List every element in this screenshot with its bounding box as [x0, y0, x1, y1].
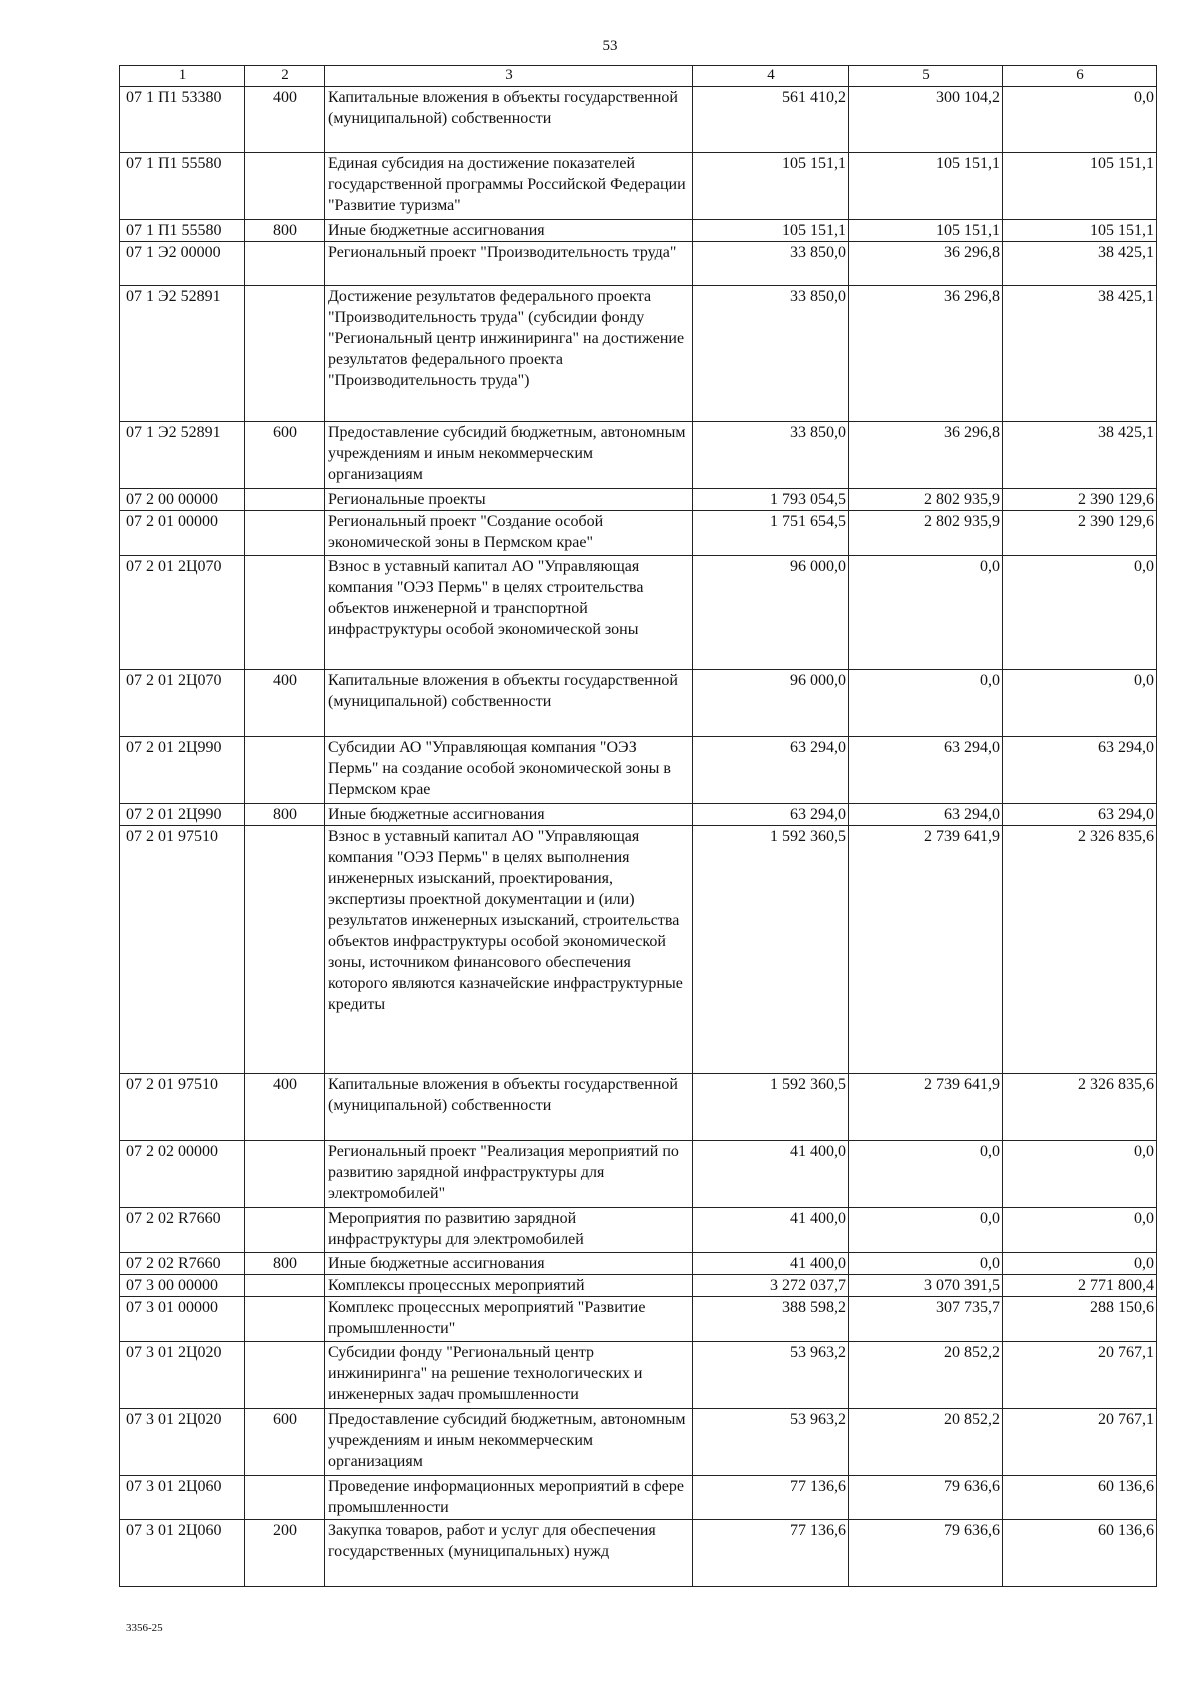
cell-name: Иные бюджетные ассигнования: [325, 1253, 693, 1275]
cell-expense-kind: 400: [245, 670, 325, 737]
cell-amount-col4: 561 410,2: [693, 87, 849, 153]
table-row: [120, 1342, 1157, 1409]
cell-expense-kind: 400: [245, 1074, 325, 1141]
cell-amount-col5: 79 636,6: [849, 1476, 1003, 1520]
table-row: [120, 804, 1157, 826]
page-number: 53: [602, 38, 618, 54]
cell-code: 07 3 01 00000: [120, 1297, 245, 1342]
cell-amount-col4: 77 136,6: [693, 1520, 849, 1587]
cell-amount-col6: 2 771 800,4: [1003, 1275, 1157, 1297]
cell-expense-kind: 200: [245, 1520, 325, 1587]
cell-expense-kind: [245, 826, 325, 1074]
cell-expense-kind: 400: [245, 87, 325, 153]
cell-amount-col5: 0,0: [849, 1208, 1003, 1253]
cell-amount-col6: 288 150,6: [1003, 1297, 1157, 1342]
cell-amount-col4: 63 294,0: [693, 804, 849, 826]
cell-amount-col5: 300 104,2: [849, 87, 1003, 153]
table-body: [120, 87, 1157, 1587]
table-row: [120, 737, 1157, 804]
cell-amount-col4: 41 400,0: [693, 1141, 849, 1208]
cell-amount-col4: 33 850,0: [693, 422, 849, 489]
cell-code: 07 3 01 2Ц020: [120, 1342, 245, 1409]
table-row: [120, 670, 1157, 737]
table-row: [120, 422, 1157, 489]
table-row: [120, 1074, 1157, 1141]
cell-amount-col6: 0,0: [1003, 556, 1157, 670]
cell-code: 07 1 П1 55580: [120, 220, 245, 242]
cell-code: 07 1 Э2 00000: [120, 242, 245, 286]
cell-amount-col5: 2 739 641,9: [849, 1074, 1003, 1141]
cell-amount-col5: 0,0: [849, 1253, 1003, 1275]
cell-name: Субсидии фонду "Региональный центр инжиниринга" на решение технологических и инженерных задач промышленности: [325, 1342, 693, 1409]
table-header-row: [120, 66, 1157, 87]
cell-amount-col6: 0,0: [1003, 670, 1157, 737]
cell-code: 07 2 01 2Ц990: [120, 737, 245, 804]
cell-name: Региональный проект "Реализация мероприятий по развитию зарядной инфраструктуры для электромобилей": [325, 1141, 693, 1208]
cell-code: 07 2 01 97510: [120, 1074, 245, 1141]
cell-expense-kind: [245, 1275, 325, 1297]
cell-code: 07 2 01 2Ц070: [120, 670, 245, 737]
cell-amount-col5: 63 294,0: [849, 737, 1003, 804]
cell-amount-col6: 105 151,1: [1003, 153, 1157, 220]
cell-expense-kind: 800: [245, 804, 325, 826]
cell-amount-col4: 96 000,0: [693, 670, 849, 737]
cell-expense-kind: [245, 1476, 325, 1520]
cell-code: 07 2 00 00000: [120, 489, 245, 511]
document-footer: 3356-25: [126, 1622, 163, 1634]
cell-amount-col6: 20 767,1: [1003, 1409, 1157, 1476]
cell-amount-col5: 63 294,0: [849, 804, 1003, 826]
budget-table: [119, 65, 1157, 1587]
cell-amount-col4: 388 598,2: [693, 1297, 849, 1342]
cell-code: 07 2 02 R7660: [120, 1253, 245, 1275]
cell-name: Взнос в уставный капитал АО "Управляющая компания "ОЭЗ Пермь" в целях строительства объектов инженерной и транспортной инфраструктуры особой экономической зоны: [325, 556, 693, 670]
cell-name: Региональный проект "Производительность труда": [325, 242, 693, 286]
table-row: [120, 826, 1157, 1074]
table-row: [120, 1297, 1157, 1342]
column-header-code: 1: [120, 66, 245, 87]
cell-amount-col6: 20 767,1: [1003, 1342, 1157, 1409]
cell-expense-kind: [245, 242, 325, 286]
cell-code: 07 1 П1 55580: [120, 153, 245, 220]
column-header-year1: 4: [693, 66, 849, 87]
cell-amount-col4: 41 400,0: [693, 1208, 849, 1253]
cell-name: Субсидии АО "Управляющая компания "ОЭЗ Пермь" на создание особой экономической зоны в Пермском крае: [325, 737, 693, 804]
cell-expense-kind: [245, 737, 325, 804]
cell-amount-col4: 1 592 360,5: [693, 826, 849, 1074]
cell-amount-col6: 0,0: [1003, 1208, 1157, 1253]
cell-amount-col4: 63 294,0: [693, 737, 849, 804]
cell-amount-col4: 105 151,1: [693, 220, 849, 242]
cell-amount-col5: 2 739 641,9: [849, 826, 1003, 1074]
table-row: [120, 511, 1157, 556]
table-row: [120, 1476, 1157, 1520]
cell-amount-col5: 0,0: [849, 1141, 1003, 1208]
cell-amount-col6: 2 326 835,6: [1003, 826, 1157, 1074]
column-header-name: 3: [325, 66, 693, 87]
table-row: [120, 1520, 1157, 1587]
table-row: [120, 1253, 1157, 1275]
cell-amount-col6: 38 425,1: [1003, 242, 1157, 286]
cell-amount-col5: 36 296,8: [849, 422, 1003, 489]
cell-code: 07 2 01 97510: [120, 826, 245, 1074]
cell-amount-col6: 60 136,6: [1003, 1476, 1157, 1520]
cell-code: 07 1 П1 53380: [120, 87, 245, 153]
cell-expense-kind: [245, 286, 325, 422]
cell-amount-col5: 20 852,2: [849, 1409, 1003, 1476]
column-header-year3: 6: [1003, 66, 1157, 87]
cell-amount-col6: 63 294,0: [1003, 737, 1157, 804]
cell-amount-col6: 38 425,1: [1003, 422, 1157, 489]
cell-amount-col4: 33 850,0: [693, 242, 849, 286]
column-header-kind: 2: [245, 66, 325, 87]
cell-name: Предоставление субсидий бюджетным, автономным учреждениям и иным некоммерческим организациям: [325, 1409, 693, 1476]
cell-amount-col4: 33 850,0: [693, 286, 849, 422]
cell-code: 07 2 01 00000: [120, 511, 245, 556]
table-row: [120, 220, 1157, 242]
cell-expense-kind: [245, 1297, 325, 1342]
cell-code: 07 2 01 2Ц070: [120, 556, 245, 670]
cell-amount-col5: 0,0: [849, 556, 1003, 670]
cell-amount-col6: 0,0: [1003, 1253, 1157, 1275]
table-row: [120, 286, 1157, 422]
cell-name: Капитальные вложения в объекты государственной (муниципальной) собственности: [325, 670, 693, 737]
cell-name: Предоставление субсидий бюджетным, автономным учреждениям и иным некоммерческим организациям: [325, 422, 693, 489]
cell-amount-col6: 2 390 129,6: [1003, 511, 1157, 556]
cell-amount-col6: 2 390 129,6: [1003, 489, 1157, 511]
cell-name: Комплекс процессных мероприятий "Развитие промышленности": [325, 1297, 693, 1342]
column-header-year2: 5: [849, 66, 1003, 87]
cell-name: Капитальные вложения в объекты государственной (муниципальной) собственности: [325, 87, 693, 153]
table-row: [120, 1141, 1157, 1208]
cell-amount-col6: 38 425,1: [1003, 286, 1157, 422]
cell-amount-col4: 105 151,1: [693, 153, 849, 220]
cell-amount-col5: 3 070 391,5: [849, 1275, 1003, 1297]
cell-expense-kind: [245, 556, 325, 670]
cell-expense-kind: 600: [245, 422, 325, 489]
cell-amount-col5: 2 802 935,9: [849, 511, 1003, 556]
cell-name: Иные бюджетные ассигнования: [325, 804, 693, 826]
cell-amount-col6: 105 151,1: [1003, 220, 1157, 242]
cell-expense-kind: [245, 489, 325, 511]
cell-code: 07 3 01 2Ц060: [120, 1520, 245, 1587]
cell-expense-kind: 800: [245, 1253, 325, 1275]
cell-amount-col6: 0,0: [1003, 87, 1157, 153]
cell-amount-col4: 1 592 360,5: [693, 1074, 849, 1141]
cell-name: Единая субсидия на достижение показателей государственной программы Российской Федерации "Развитие туризма": [325, 153, 693, 220]
cell-amount-col6: 60 136,6: [1003, 1520, 1157, 1587]
cell-code: 07 2 02 00000: [120, 1141, 245, 1208]
cell-amount-col5: 2 802 935,9: [849, 489, 1003, 511]
cell-amount-col4: 1 793 054,5: [693, 489, 849, 511]
cell-name: Комплексы процессных мероприятий: [325, 1275, 693, 1297]
cell-amount-col5: 36 296,8: [849, 286, 1003, 422]
cell-expense-kind: [245, 153, 325, 220]
cell-amount-col5: 307 735,7: [849, 1297, 1003, 1342]
cell-code: 07 1 Э2 52891: [120, 286, 245, 422]
cell-name: Проведение информационных мероприятий в сфере промышленности: [325, 1476, 693, 1520]
cell-amount-col4: 53 963,2: [693, 1409, 849, 1476]
cell-amount-col5: 20 852,2: [849, 1342, 1003, 1409]
cell-name: Региональный проект "Создание особой экономической зоны в Пермском крае": [325, 511, 693, 556]
cell-amount-col5: 105 151,1: [849, 220, 1003, 242]
cell-code: 07 2 01 2Ц990: [120, 804, 245, 826]
cell-expense-kind: [245, 1141, 325, 1208]
cell-amount-col4: 3 272 037,7: [693, 1275, 849, 1297]
cell-expense-kind: 800: [245, 220, 325, 242]
cell-amount-col4: 41 400,0: [693, 1253, 849, 1275]
cell-name: Взнос в уставный капитал АО "Управляющая компания "ОЭЗ Пермь" в целях выполнения инженерных изысканий, проектирования, экспертизы проектной документации и (или) результатов инженерных изысканий, строительства объектов инфраструктуры особой экономической зоны, источником финансового обеспечения которого являются казначейские инфраструктурные кредиты: [325, 826, 693, 1074]
cell-amount-col5: 105 151,1: [849, 153, 1003, 220]
table-row: [120, 489, 1157, 511]
cell-amount-col4: 77 136,6: [693, 1476, 849, 1520]
cell-expense-kind: [245, 1208, 325, 1253]
cell-amount-col4: 1 751 654,5: [693, 511, 849, 556]
cell-name: Региональные проекты: [325, 489, 693, 511]
cell-expense-kind: [245, 1342, 325, 1409]
cell-code: 07 2 02 R7660: [120, 1208, 245, 1253]
table-row: [120, 87, 1157, 153]
cell-name: Мероприятия по развитию зарядной инфраструктуры для электромобилей: [325, 1208, 693, 1253]
cell-amount-col6: 63 294,0: [1003, 804, 1157, 826]
cell-expense-kind: 600: [245, 1409, 325, 1476]
cell-name: Иные бюджетные ассигнования: [325, 220, 693, 242]
cell-amount-col5: 36 296,8: [849, 242, 1003, 286]
cell-amount-col5: 79 636,6: [849, 1520, 1003, 1587]
table-row: [120, 242, 1157, 286]
cell-code: 07 3 01 2Ц020: [120, 1409, 245, 1476]
table-row: [120, 1409, 1157, 1476]
table-row: [120, 153, 1157, 220]
cell-name: Достижение результатов федерального проекта "Производительность труда" (субсидии фонду "Региональный центр инжиниринга" на достижение результатов федерального проекта "Производительность труда"): [325, 286, 693, 422]
table-row: [120, 1275, 1157, 1297]
cell-amount-col4: 96 000,0: [693, 556, 849, 670]
cell-amount-col4: 53 963,2: [693, 1342, 849, 1409]
cell-amount-col5: 0,0: [849, 670, 1003, 737]
cell-amount-col6: 2 326 835,6: [1003, 1074, 1157, 1141]
cell-code: 07 3 01 2Ц060: [120, 1476, 245, 1520]
cell-code: 07 3 00 00000: [120, 1275, 245, 1297]
cell-code: 07 1 Э2 52891: [120, 422, 245, 489]
cell-name: Закупка товаров, работ и услуг для обеспечения государственных (муниципальных) нужд: [325, 1520, 693, 1587]
cell-name: Капитальные вложения в объекты государственной (муниципальной) собственности: [325, 1074, 693, 1141]
cell-expense-kind: [245, 511, 325, 556]
table-row: [120, 1208, 1157, 1253]
table-row: [120, 556, 1157, 670]
cell-amount-col6: 0,0: [1003, 1141, 1157, 1208]
